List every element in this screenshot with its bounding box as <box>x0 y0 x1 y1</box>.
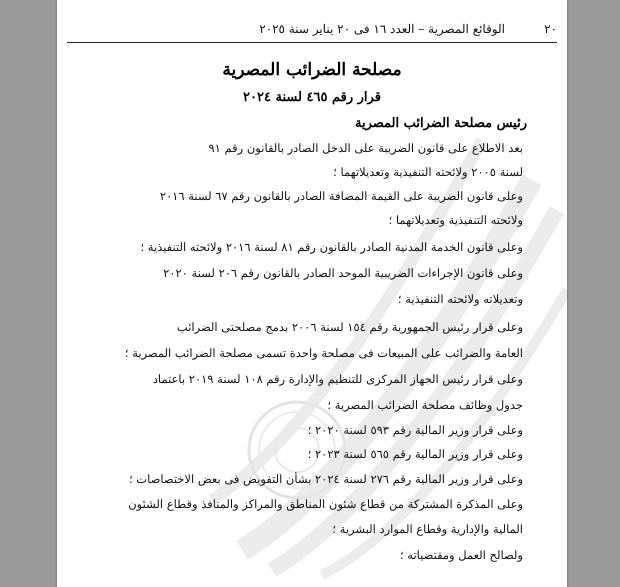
body-line: ولائحته التنفيذية وتعديلاتهما ؛ <box>388 213 523 227</box>
body-line: وعلى قرار وزير المالية رقم ٥٩٣ لسنة ٢٠٢٠ ؛ <box>307 423 523 437</box>
page-number: ٢٠ <box>544 22 557 36</box>
document-page <box>57 0 567 587</box>
body-line: وعلى قانون الضريبة على القيمة المضافة الصادر بالقانون رقم ٦٧ لسنة ٢٠١٦ <box>159 189 523 203</box>
body-line: العامة والضرائب على المبيعات فى مصلحة واحدة تسمى مصلحة الضرائب المصرية ؛ <box>124 346 523 360</box>
body-line: المالية والإدارية وقطاع الموارد البشرية ؛ <box>332 522 523 536</box>
issuer-heading: رئيس مصلحة الضرائب المصرية <box>354 116 527 131</box>
document-title: مصلحة الضرائب المصرية <box>222 60 402 80</box>
body-line: وعلى قانون الخدمة المدنية الصادر بالقانون رقم ٨١ لسنة ٢٠١٦ ولائحته التنفيذية ؛ <box>140 240 523 254</box>
body-line: وعلى قانون الإجراءات الضريبية الموحد الصادر بالقانون رقم ٢٠٦ لسنة ٢٠٢٠ <box>163 266 523 280</box>
body-line: وعلى المذكرة المشتركة من قطاع شئون المناطق والمراكز والمنافذ وقطاع الشئون <box>128 497 523 511</box>
body-line: وعلى قرار وزير المالية رقم ٢٧٦ لسنة ٢٠٢٤ بشأن التفويض فى بعض الاختصاصات ؛ <box>128 472 523 486</box>
body-line: ولصالح العمل ومقتضياته ؛ <box>399 548 523 562</box>
body-line: وعلى قرار وزير المالية رقم ٥٦٥ لسنة ٢٠٢٣ ؛ <box>307 447 523 461</box>
body-line: وتعديلاته ولائحته التنفيذية ؛ <box>397 292 523 306</box>
body-line: لسنة ٢٠٠٥ ولائحته التنفيذية وتعديلاتهما ؛ <box>333 165 523 179</box>
page-header <box>67 22 557 40</box>
running-title: الوقائع المصرية – العدد ١٦ فى ٢٠ يناير سنة ٢٠٢٥ <box>259 22 505 36</box>
body-line: جدول وظائف مصلحة الضرائب المصرية ؛ <box>327 398 523 412</box>
body-line: وعلى قرار رئيس الجهاز المركزى للتنظيم والإدارة رقم ١٠٨ لسنة ٢٠١٩ باعتماد <box>152 372 523 386</box>
body-line: بعد الاطلاع على قانون الضريبة على الدخل الصادر بالقانون رقم ٩١ <box>208 141 523 155</box>
body-line: وعلى قرار رئيس الجمهورية رقم ١٥٤ لسنة ٢٠٠٦ بدمج مصلحتى الضرائب <box>176 320 523 334</box>
header-divider <box>67 42 557 43</box>
decision-heading: قرار رقم ٤٦٥ لسنة ٢٠٢٤ <box>243 90 381 105</box>
